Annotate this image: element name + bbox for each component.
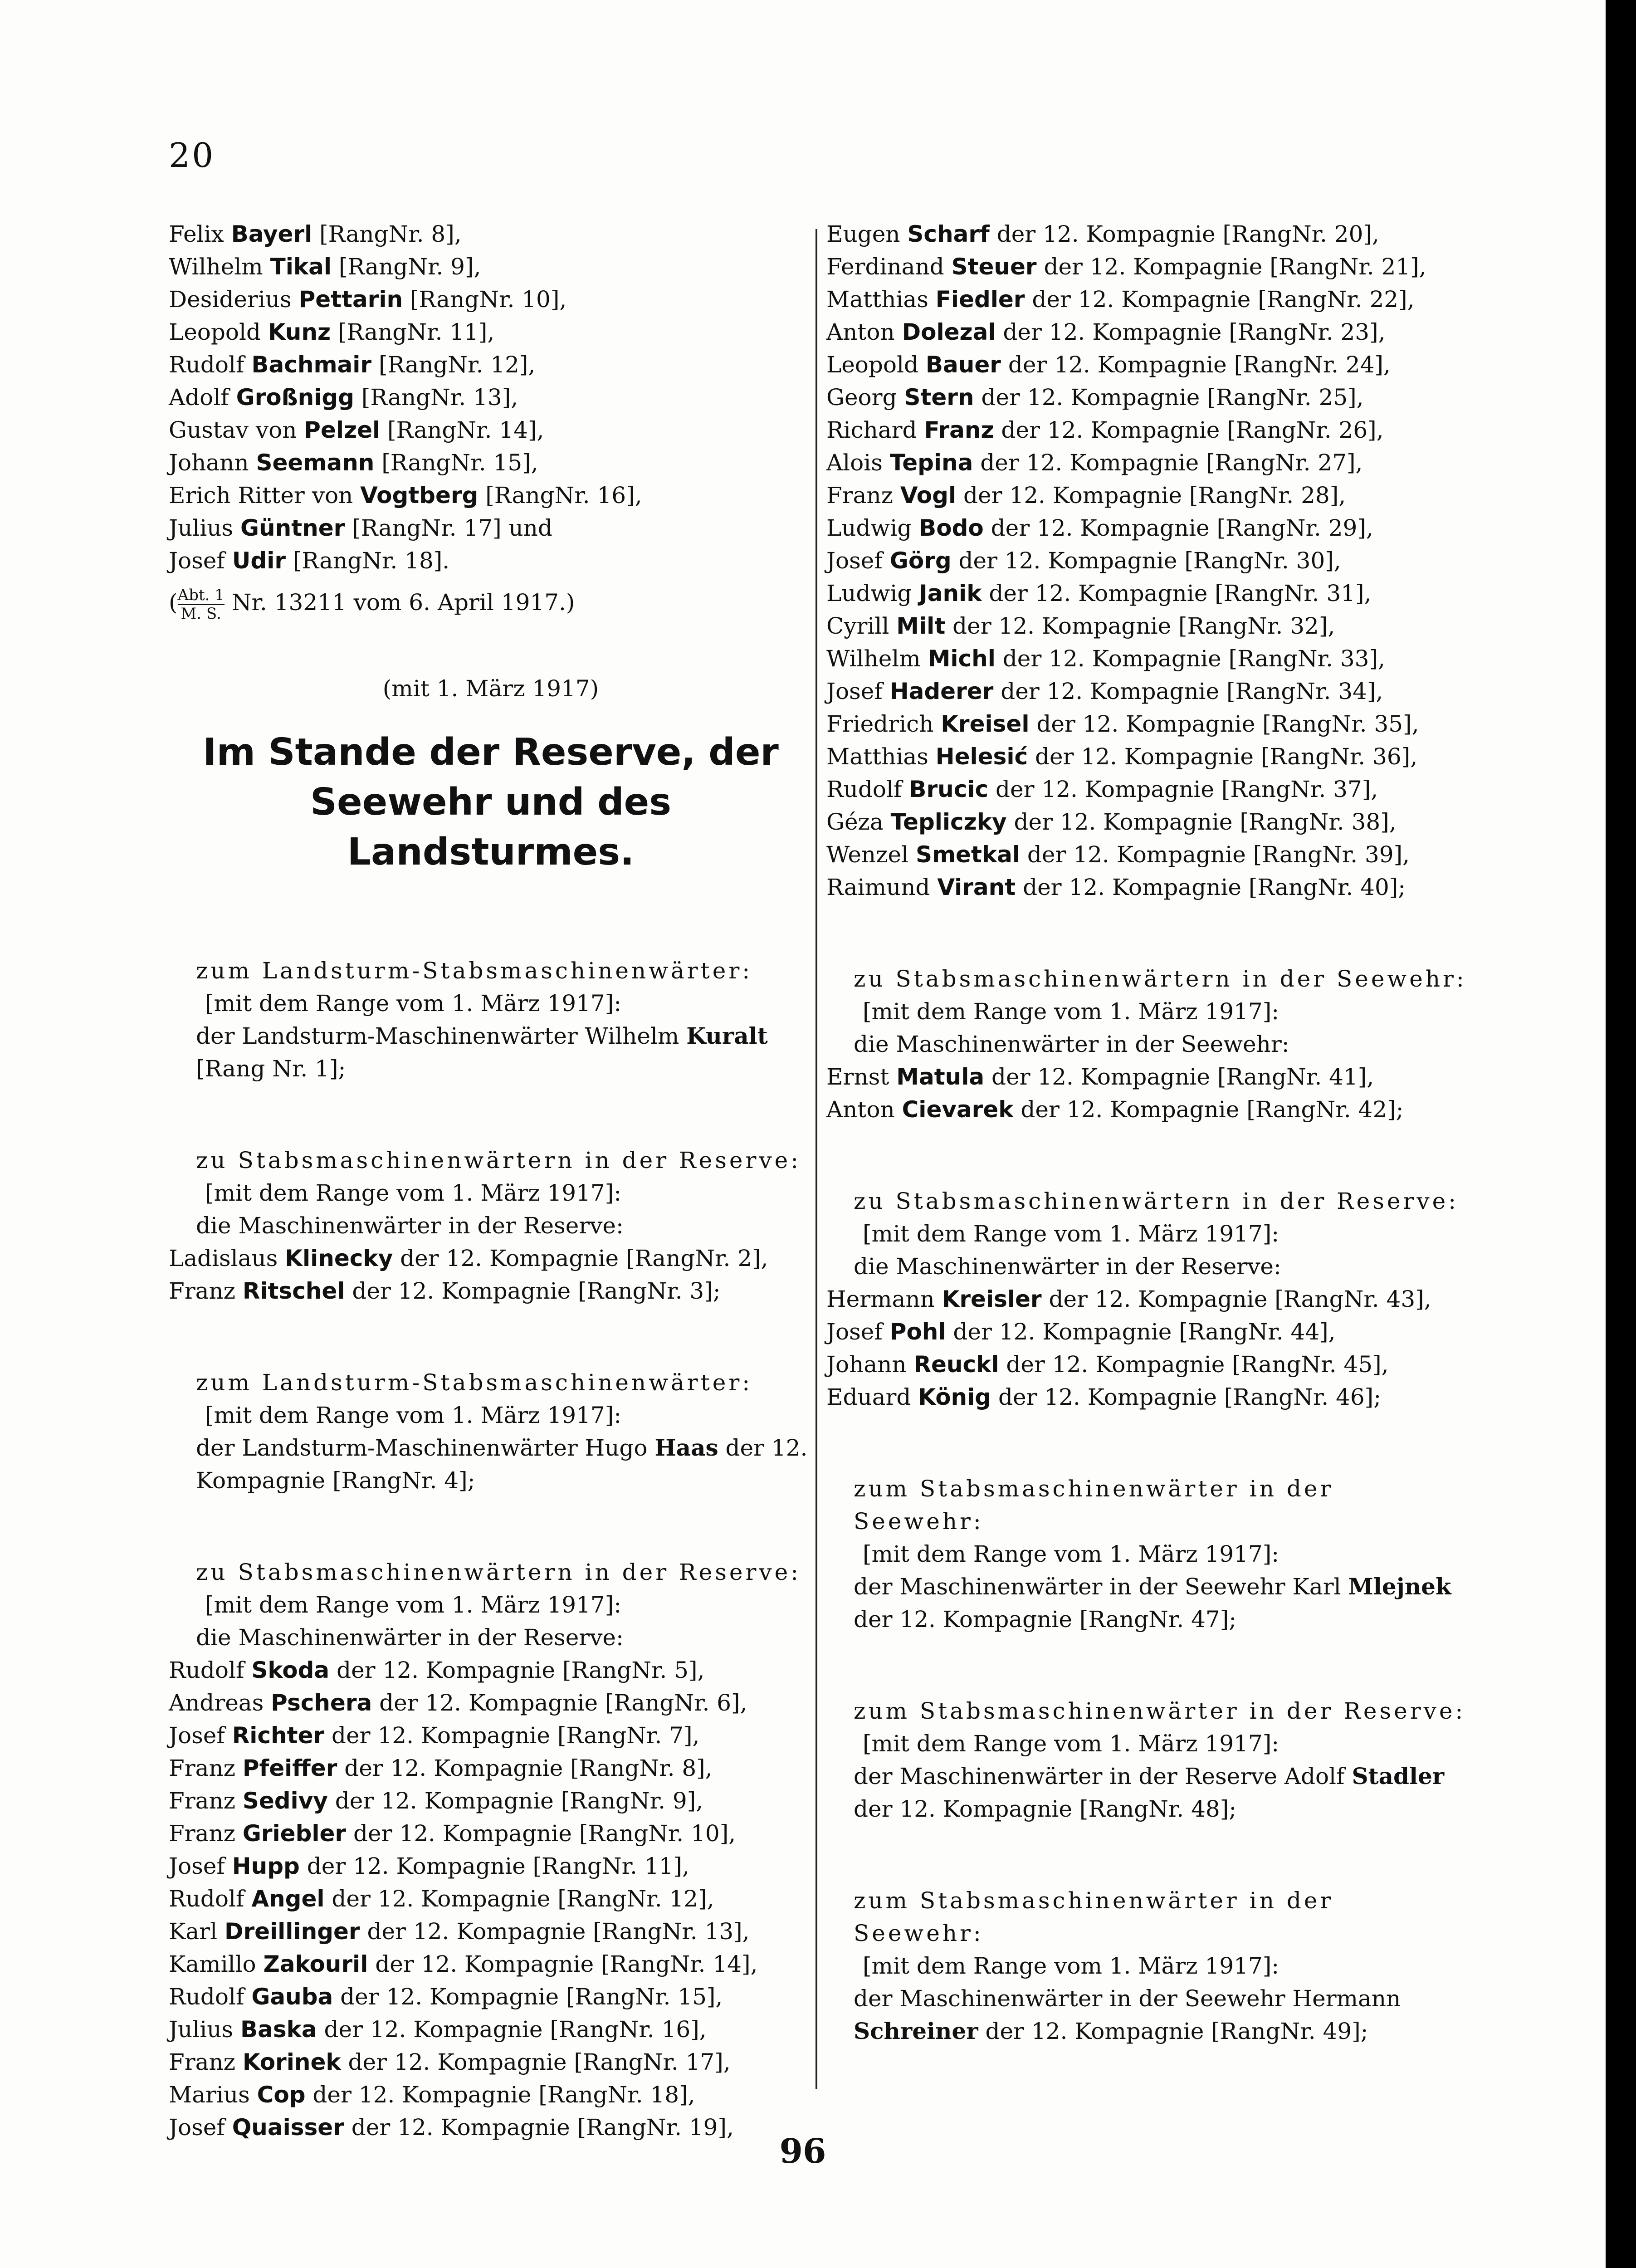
- first-name: Julius: [169, 515, 240, 541]
- reference-text: Nr. 13211 vom 6. April 1917.): [231, 589, 575, 616]
- surname: Klinecky: [285, 1245, 393, 1271]
- block-subhead: die Maschinenwärter in der Seewehr:: [854, 1031, 1289, 1057]
- first-name: Wilhelm: [169, 254, 270, 280]
- list-item: [169, 1242, 813, 1275]
- surname: Bachmair: [251, 352, 372, 378]
- first-name: Josef: [169, 2114, 232, 2141]
- list-item: [169, 1882, 813, 1915]
- list-item: [826, 1283, 1470, 1315]
- right-blocks: [826, 904, 1470, 2048]
- entry-rest: der 12. Kompagnie [RangNr. 42];: [1013, 1096, 1404, 1123]
- surname: Stern: [904, 384, 974, 411]
- block-range: [mit dem Range vom 1. März 1917]:: [205, 1179, 622, 1206]
- spacer: [826, 1636, 1470, 1695]
- entry-rest: [RangNr. 12],: [371, 352, 536, 378]
- entry-rest: der 12. Kompagnie [RangNr. 45],: [999, 1351, 1389, 1378]
- entry-rest: der 12. Kompagnie [RangNr. 10],: [346, 1820, 736, 1847]
- list-item: [826, 446, 1470, 479]
- surname: Korinek: [242, 2048, 341, 2075]
- first-name: Leopold: [169, 319, 268, 345]
- first-name: Adolf: [169, 384, 236, 411]
- list-item: [169, 1980, 813, 2013]
- block-heading: zum Landsturm-Stabsmaschinenwärter:: [196, 957, 753, 984]
- surname: Bayerl: [231, 221, 313, 247]
- entry-rest: der 12. Kompagnie [RangNr. 23],: [996, 319, 1386, 345]
- spacer: [169, 1497, 813, 1556]
- surname: Richter: [232, 1722, 325, 1749]
- entry-rest: der 12. Kompagnie [RangNr. 9],: [327, 1787, 703, 1814]
- entry-rest: [RangNr. 16],: [478, 482, 642, 508]
- first-name: Anton: [826, 319, 902, 345]
- list-item: [826, 316, 1470, 348]
- surname: Michl: [928, 645, 996, 672]
- block-heading: zum Landsturm-Stabsmaschinenwärter:: [196, 1369, 753, 1396]
- block-heading: zu Stabsmaschinenwärtern in der Reserve:: [196, 1559, 801, 1585]
- entry-rest: [RangNr. 10],: [403, 286, 567, 313]
- reference-note: ( $\frac{\text{Abt. 1}}{M. S.}$ Nr. 13211 vom 6. April 1917.): [169, 586, 575, 623]
- section-title: Im Stande der Reserve, der Seewehr und des Landsturmes.: [203, 730, 779, 874]
- surname: Brucic: [909, 776, 989, 802]
- list-item: [169, 1915, 813, 1948]
- entry-rest: [RangNr. 8],: [312, 221, 462, 247]
- first-name: Matthias: [826, 743, 936, 770]
- list-item: [169, 1752, 813, 1784]
- entry-rest: der 12. Kompagnie [RangNr. 3];: [345, 1277, 721, 1304]
- spacer: [826, 1413, 1470, 1472]
- left-top-list: [169, 218, 813, 577]
- surname: Ritschel: [242, 1277, 345, 1304]
- list-item: [169, 1719, 813, 1752]
- surname: Matula: [896, 1064, 985, 1090]
- surname: König: [918, 1384, 991, 1410]
- surname: Bauer: [925, 352, 1001, 378]
- surname: Tepliczky: [890, 809, 1007, 835]
- first-name: Alois: [826, 450, 890, 476]
- block-heading: zum Stabsmaschinenwärter in der Seewehr:: [854, 1887, 1334, 1946]
- first-name: Rudolf: [169, 1983, 252, 2010]
- surname: Reuckl: [913, 1351, 999, 1378]
- first-name: Ernst: [826, 1064, 897, 1090]
- list-item: [826, 838, 1470, 871]
- list-item: [169, 414, 813, 446]
- first-name: Leopold: [826, 352, 926, 378]
- first-name: Rudolf: [169, 352, 252, 378]
- column-divider: [816, 229, 817, 2089]
- entry-rest: der 12. Kompagnie [RangNr. 11],: [299, 1853, 689, 1879]
- first-name: Josef: [826, 547, 890, 574]
- paragraph-intro: der Landsturm-Maschinenwärter Wilhelm: [196, 1022, 687, 1049]
- block-paragraph: [826, 1982, 1470, 2048]
- entry-rest: der 12. Kompagnie [RangNr. 43],: [1041, 1286, 1431, 1312]
- surname: Angel: [251, 1885, 325, 1912]
- entry-rest: [RangNr. 9],: [331, 254, 481, 280]
- block-range: [mit dem Range vom 1. März 1917]:: [863, 1953, 1279, 1979]
- first-name: Marius: [169, 2081, 257, 2108]
- first-name: Franz: [169, 2048, 243, 2075]
- surname: Seemann: [256, 450, 375, 476]
- list-item: [826, 479, 1470, 512]
- entry-rest: der 12. Kompagnie [RangNr. 19],: [344, 2114, 734, 2141]
- list-item: [169, 1784, 813, 1817]
- entry-rest: der 12. Kompagnie [RangNr. 41],: [984, 1064, 1374, 1090]
- left-column: [169, 218, 813, 2144]
- block-range: [mit dem Range vom 1. März 1917]:: [205, 990, 622, 1017]
- first-name: Josef: [169, 1722, 232, 1749]
- paragraph-rest: der 12. Kompagnie [RangNr. 4];: [196, 1434, 808, 1494]
- surname: Haas: [654, 1434, 718, 1461]
- right-top-list: [826, 218, 1470, 904]
- list-item: [169, 1850, 813, 1882]
- list-item: [826, 708, 1470, 740]
- entry-rest: der 12. Kompagnie [RangNr. 33],: [995, 645, 1385, 672]
- surname: Sedivy: [242, 1787, 328, 1814]
- first-name: Ludwig: [826, 580, 919, 606]
- surname: Dolezal: [902, 319, 996, 345]
- entry-rest: der 12. Kompagnie [RangNr. 31],: [982, 580, 1372, 606]
- entry-rest: [RangNr. 14],: [380, 417, 544, 443]
- entry-rest: der 12. Kompagnie [RangNr. 25],: [974, 384, 1364, 411]
- entry-rest: der 12. Kompagnie [RangNr. 13],: [360, 1918, 750, 1945]
- surname: Udir: [232, 547, 286, 574]
- surname: Virant: [937, 874, 1016, 900]
- first-name: Franz: [169, 1787, 243, 1814]
- list-item: [169, 1817, 813, 1850]
- block-range: [mit dem Range vom 1. März 1917]:: [863, 1541, 1279, 1567]
- left-blocks: [169, 895, 813, 2144]
- surname: Großnigg: [236, 384, 354, 411]
- list-item: [826, 1315, 1470, 1348]
- entry-rest: der 12. Kompagnie [RangNr. 21],: [1036, 254, 1426, 280]
- first-name: Julius: [169, 2016, 240, 2043]
- entry-rest: der 12. Kompagnie [RangNr. 5],: [329, 1657, 705, 1683]
- entry-rest: [RangNr. 15],: [374, 450, 538, 476]
- first-name: Gustav von: [169, 417, 304, 443]
- first-name: Raimund: [826, 874, 938, 900]
- surname: Güntner: [240, 515, 345, 541]
- spacer: [826, 1126, 1470, 1185]
- entry-rest: [RangNr. 17] und: [345, 515, 552, 541]
- entry-rest: der 12. Kompagnie [RangNr. 27],: [973, 450, 1363, 476]
- block-paragraph: [169, 1432, 813, 1497]
- surname: Smetkal: [915, 841, 1020, 868]
- surname: Stadler: [1352, 1763, 1445, 1789]
- entry-rest: der 12. Kompagnie [RangNr. 15],: [333, 1983, 723, 2010]
- first-name: Franz: [826, 482, 900, 508]
- spacer: [826, 904, 1470, 963]
- entry-rest: der 12. Kompagnie [RangNr. 29],: [983, 515, 1373, 541]
- surname: Pschera: [271, 1689, 372, 1716]
- paragraph-rest: der 12. Kompagnie [RangNr. 49];: [978, 2018, 1368, 2044]
- surname: Cop: [257, 2081, 306, 2108]
- first-name: Josef: [826, 1319, 890, 1345]
- first-name: Kamillo: [169, 1950, 264, 1977]
- surname: Dreillinger: [224, 1918, 360, 1945]
- block-heading: zu Stabsmaschinenwärtern in der Seewehr:: [854, 966, 1467, 992]
- block-subhead: die Maschinenwärter in der Reserve:: [196, 1624, 624, 1651]
- entry-rest: der 12. Kompagnie [RangNr. 17],: [341, 2048, 731, 2075]
- first-name: Cyrill: [826, 613, 897, 639]
- surname: Zakouril: [263, 1950, 368, 1977]
- first-name: Géza: [826, 809, 891, 835]
- entry-rest: [RangNr. 18].: [286, 547, 450, 574]
- surname: Quaisser: [232, 2114, 344, 2141]
- first-name: Matthias: [826, 286, 936, 313]
- list-item: [169, 1275, 813, 1307]
- entry-rest: der 12. Kompagnie [RangNr. 46];: [991, 1384, 1382, 1410]
- entry-rest: der 12. Kompagnie [RangNr. 32],: [945, 613, 1335, 639]
- surname: Griebler: [242, 1820, 347, 1847]
- first-name: Franz: [169, 1820, 243, 1847]
- list-item: [826, 773, 1470, 806]
- surname: Franz: [924, 417, 994, 443]
- block-subhead: die Maschinenwärter in der Reserve:: [854, 1253, 1281, 1280]
- first-name: Johann: [826, 1351, 914, 1378]
- list-item: [826, 642, 1470, 675]
- surname: Görg: [889, 547, 952, 574]
- surname: Haderer: [889, 678, 994, 704]
- surname: Gauba: [251, 1983, 333, 2010]
- block-range: [mit dem Range vom 1. März 1917]:: [205, 1591, 622, 1618]
- block-subhead: die Maschinenwärter in der Reserve:: [196, 1212, 624, 1239]
- first-name: Rudolf: [826, 776, 909, 802]
- block-heading: zu Stabsmaschinenwärtern in der Reserve:: [196, 1147, 801, 1173]
- spacer: [169, 895, 813, 954]
- list-item: [826, 675, 1470, 708]
- block-paragraph: [826, 1570, 1470, 1636]
- list-item: [169, 348, 813, 381]
- first-name: Desiderius: [169, 286, 299, 313]
- entry-rest: [RangNr. 11],: [331, 319, 495, 345]
- footer-page-number: 96: [779, 2132, 826, 2171]
- surname: Scharf: [907, 221, 990, 247]
- list-item: [826, 544, 1470, 577]
- paragraph-rest: der 12. Kompagnie [RangNr. 48];: [854, 1796, 1237, 1822]
- list-item: [826, 414, 1470, 446]
- first-name: Franz: [169, 1755, 243, 1781]
- reference-fraction: $\frac{\text{Abt. 1}}{M. S.}$: [177, 586, 225, 623]
- block-heading: zum Stabsmaschinenwärter in der Seewehr:: [854, 1476, 1334, 1535]
- entry-rest: der 12. Kompagnie [RangNr. 2],: [393, 1245, 768, 1271]
- list-item: [826, 740, 1470, 773]
- surname: Vogtberg: [360, 482, 479, 508]
- paragraph-intro: der Maschinenwärter in der Reserve Adolf: [854, 1763, 1352, 1789]
- surname: Fiedler: [935, 286, 1025, 313]
- surname: Pettarin: [298, 286, 403, 313]
- first-name: Eduard: [826, 1384, 918, 1410]
- first-name: Ladislaus: [169, 1245, 285, 1271]
- list-item: [169, 512, 813, 544]
- list-item: [826, 871, 1470, 904]
- list-item: [169, 2078, 813, 2111]
- spacer: [826, 1825, 1470, 1884]
- first-name: Friedrich: [826, 711, 941, 737]
- entry-rest: der 12. Kompagnie [RangNr. 30],: [951, 547, 1341, 574]
- entry-rest: der 12. Kompagnie [RangNr. 16],: [317, 2016, 707, 2043]
- list-item: [826, 512, 1470, 544]
- surname: Pelzel: [304, 417, 381, 443]
- list-item: [169, 316, 813, 348]
- first-name: Andreas: [169, 1689, 271, 1716]
- first-name: Anton: [826, 1096, 902, 1123]
- first-name: Rudolf: [169, 1885, 252, 1912]
- entry-rest: der 12. Kompagnie [RangNr. 35],: [1029, 711, 1419, 737]
- surname: Janik: [919, 580, 982, 606]
- first-name: Wilhelm: [826, 645, 928, 672]
- list-item: [169, 1686, 813, 1719]
- surname: Kunz: [268, 319, 331, 345]
- list-item: [826, 348, 1470, 381]
- surname: Skoda: [251, 1657, 330, 1683]
- first-name: Erich Ritter von: [169, 482, 361, 508]
- entry-rest: [RangNr. 13],: [354, 384, 518, 411]
- list-item: [826, 577, 1470, 610]
- paragraph-intro: der Maschinenwärter in der Seewehr Hermann: [854, 1985, 1401, 2012]
- list-item: [826, 218, 1470, 250]
- page-number: 20: [169, 136, 215, 175]
- entry-rest: der 12. Kompagnie [RangNr. 18],: [305, 2081, 695, 2108]
- list-item: [169, 479, 813, 512]
- right-column: [826, 218, 1470, 2048]
- list-item: [169, 1654, 813, 1686]
- entry-rest: der 12. Kompagnie [RangNr. 40];: [1016, 874, 1406, 900]
- surname: Hupp: [232, 1853, 300, 1879]
- entry-rest: der 12. Kompagnie [RangNr. 36],: [1028, 743, 1418, 770]
- block-paragraph: [826, 1760, 1470, 1825]
- first-name: Josef: [169, 1853, 232, 1879]
- list-item: [169, 544, 813, 577]
- block-range: [mit dem Range vom 1. März 1917]:: [863, 1221, 1279, 1247]
- block-heading: zu Stabsmaschinenwärtern in der Reserve:: [854, 1188, 1459, 1214]
- surname: Steuer: [951, 254, 1037, 280]
- first-name: Johann: [169, 450, 256, 476]
- first-name: Franz: [169, 1277, 243, 1304]
- first-name: Josef: [826, 678, 890, 704]
- paragraph-intro: der Maschinenwärter in der Seewehr Karl: [854, 1574, 1348, 1600]
- list-item: [169, 2046, 813, 2078]
- block-range: [mit dem Range vom 1. März 1917]:: [863, 1730, 1279, 1757]
- list-item: [169, 283, 813, 316]
- list-item: [169, 381, 813, 414]
- list-item: [826, 1093, 1470, 1126]
- surname: Pohl: [889, 1319, 946, 1345]
- block-paragraph: [169, 1020, 813, 1085]
- surname: Pfeiffer: [242, 1755, 337, 1781]
- paragraph-intro: der Landsturm-Maschinenwärter Hugo: [196, 1434, 655, 1461]
- list-item: [826, 806, 1470, 838]
- entry-rest: der 12. Kompagnie [RangNr. 22],: [1025, 286, 1415, 313]
- list-item: [169, 2013, 813, 2046]
- entry-rest: der 12. Kompagnie [RangNr. 8],: [337, 1755, 713, 1781]
- surname: Baska: [240, 2016, 317, 2043]
- first-name: Richard: [826, 417, 924, 443]
- entry-rest: der 12. Kompagnie [RangNr. 34],: [993, 678, 1383, 704]
- first-name: Ferdinand: [826, 254, 952, 280]
- block-range: [mit dem Range vom 1. März 1917]:: [205, 1402, 622, 1428]
- surname: Schreiner: [854, 2018, 978, 2044]
- list-item: [826, 1348, 1470, 1381]
- surname: Helesić: [935, 743, 1028, 770]
- entry-rest: der 12. Kompagnie [RangNr. 39],: [1020, 841, 1410, 868]
- first-name: Hermann: [826, 1286, 942, 1312]
- paragraph-rest: der 12. Kompagnie [RangNr. 47];: [854, 1606, 1237, 1633]
- first-name: Eugen: [826, 221, 908, 247]
- list-item: [826, 283, 1470, 316]
- first-name: Josef: [169, 547, 232, 574]
- entry-rest: der 12. Kompagnie [RangNr. 38],: [1006, 809, 1397, 835]
- list-item: [169, 250, 813, 283]
- surname: Vogl: [900, 482, 957, 508]
- paragraph-rest: [Rang Nr. 1];: [196, 1055, 346, 1082]
- surname: Tepina: [889, 450, 973, 476]
- block-heading: zum Stabsmaschinenwärter in der Reserve:: [854, 1698, 1466, 1724]
- entry-rest: der 12. Kompagnie [RangNr. 12],: [324, 1885, 714, 1912]
- surname: Milt: [896, 613, 946, 639]
- surname: Kuralt: [686, 1022, 768, 1049]
- list-item: [169, 446, 813, 479]
- list-item: [169, 218, 813, 250]
- surname: Cievarek: [902, 1096, 1014, 1123]
- list-item: [826, 250, 1470, 283]
- list-item: [826, 1381, 1470, 1413]
- entry-rest: der 12. Kompagnie [RangNr. 7],: [324, 1722, 700, 1749]
- list-item: [826, 381, 1470, 414]
- entry-rest: der 12. Kompagnie [RangNr. 26],: [994, 417, 1384, 443]
- entry-rest: der 12. Kompagnie [RangNr. 28],: [956, 482, 1346, 508]
- list-item: [826, 1061, 1470, 1093]
- first-name: Georg: [826, 384, 904, 411]
- entry-rest: der 12. Kompagnie [RangNr. 24],: [1001, 352, 1391, 378]
- list-item: [169, 1948, 813, 1980]
- entry-rest: der 12. Kompagnie [RangNr. 14],: [368, 1950, 758, 1977]
- list-item: [826, 610, 1470, 642]
- block-range: [mit dem Range vom 1. März 1917]:: [863, 998, 1279, 1025]
- surname: Kreisler: [942, 1286, 1042, 1312]
- first-name: Felix: [169, 221, 231, 247]
- surname: Tikal: [270, 254, 332, 280]
- first-name: Karl: [169, 1918, 225, 1945]
- first-name: Rudolf: [169, 1657, 252, 1683]
- entry-rest: der 12. Kompagnie [RangNr. 44],: [946, 1319, 1336, 1345]
- date-note: (mit 1. März 1917): [382, 675, 599, 702]
- entry-rest: der 12. Kompagnie [RangNr. 37],: [988, 776, 1378, 802]
- surname: Bodo: [919, 515, 984, 541]
- entry-rest: der 12. Kompagnie [RangNr. 6],: [372, 1689, 747, 1716]
- entry-rest: der 12. Kompagnie [RangNr. 20],: [989, 221, 1379, 247]
- first-name: Wenzel: [826, 841, 916, 868]
- surname: Mlejnek: [1348, 1573, 1451, 1600]
- first-name: Ludwig: [826, 515, 919, 541]
- spacer: [169, 1085, 813, 1144]
- spacer: [169, 1307, 813, 1366]
- surname: Kreisel: [941, 711, 1030, 737]
